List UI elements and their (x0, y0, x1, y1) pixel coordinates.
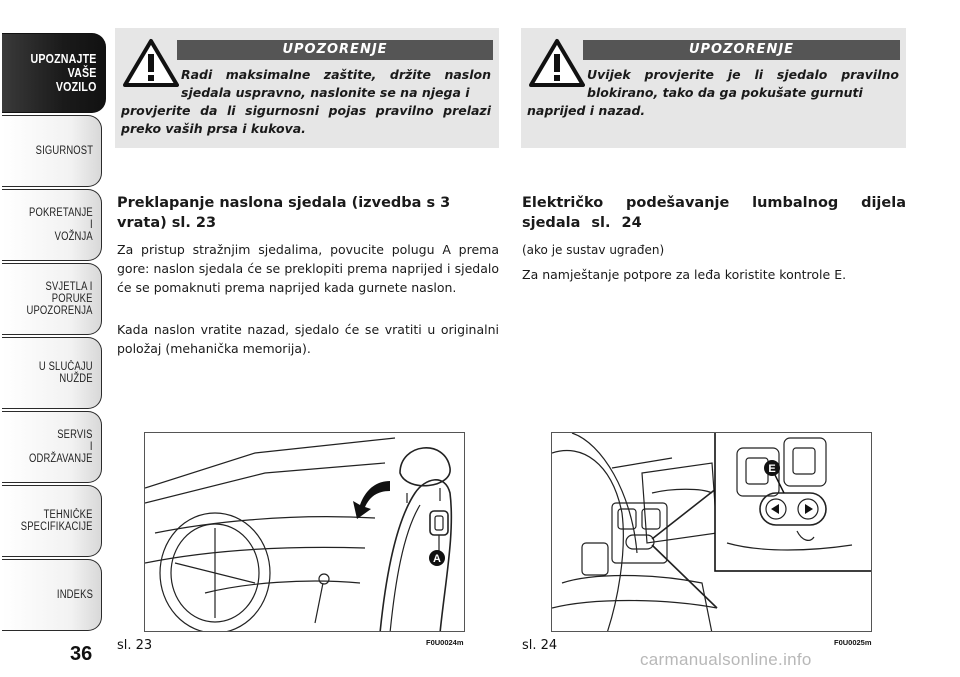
chapter-sidebar (0, 0, 104, 677)
tab-label: POKRETANJE I VOŽNJA (29, 207, 93, 243)
figure-code: F0U0025m (834, 638, 872, 647)
tab-label: TEHNIČKE SPECIFIKACIJE (21, 509, 93, 533)
lumbar-controls-illustration (552, 433, 872, 632)
warning-text-lead: Radi maksimalne zaštite, držite naslon sjedala uspravno, naslonite se na njega i (181, 67, 491, 100)
section-heading-seat-fold: Preklapanje naslona sjedala (izvedba s 3 vrata) sl. 23 (117, 195, 451, 231)
figure-code: F0U0024m (426, 638, 464, 647)
tab-label: U SLUČAJU NUŽDE (39, 361, 93, 385)
warning-text-rest: provjerite da li sigurnosni pojas pravilno prelazi preko vaših prsa i kukova. (121, 103, 491, 136)
paragraph: Za pristup stražnjim sjedalima, povucite polugu A prema gore: naslon sjedala će se preklopiti prema naprijed i sjedalo će se pomaknuti prema naprijed kada gurnete naslon. (117, 242, 499, 295)
tab-label: INDEKS (56, 589, 93, 601)
warning-text-lead: Uvijek provjerite je li sjedalo pravilno blokirano, tako da ga pokušate gurnuti (587, 67, 899, 100)
warning-title: UPOZORENJE (177, 40, 493, 60)
figure-caption: sl. 24 (522, 638, 558, 653)
page-number: 36 (70, 643, 93, 665)
paragraph: Za namještanje potpore za leđa koristite kontrole E. (522, 267, 847, 282)
warning-text (527, 66, 899, 120)
tab-label: SERVIS I ODRŽAVANJE (29, 429, 93, 465)
figure-seat-fold-lever (144, 432, 465, 632)
tab-label: SIGURNOST (35, 145, 93, 157)
warning-box-seat-posture (115, 28, 499, 148)
tab-upoznajte-vase-vozilo[interactable] (2, 33, 106, 113)
tab-servis-i-odrzavanje[interactable] (2, 411, 102, 483)
section-heading-lumbar: Električko podešavanje lumbalnog dijela sjedala sl. 24 (522, 195, 906, 231)
tab-sigurnost[interactable] (2, 115, 102, 187)
warning-text-rest: naprijed i nazad. (527, 103, 646, 118)
seat-fold-illustration (145, 433, 465, 632)
warning-title: UPOZORENJE (583, 40, 900, 60)
tab-label: UPOZNAJTE VAŠE VOZILO (30, 51, 97, 94)
tab-svjetla-i-poruke[interactable] (2, 263, 102, 335)
tab-pokretanje-i-voznja[interactable] (2, 189, 102, 261)
warning-box-seat-locked (521, 28, 906, 148)
tab-label: SVJETLA I PORUKE UPOZORENJA (26, 281, 93, 317)
marker-a-label: A (433, 553, 441, 565)
paragraph: (ako je sustav ugrađen) (522, 243, 665, 257)
figure-caption: sl. 23 (117, 638, 153, 653)
watermark: carmanualsonline.info (640, 650, 812, 669)
warning-text (121, 66, 491, 138)
marker-e-label: E (768, 463, 776, 475)
figure-lumbar-controls (551, 432, 872, 632)
tab-indeks[interactable] (2, 559, 102, 631)
tab-u-slucaju-nuzde[interactable] (2, 337, 102, 409)
tab-tehnicke-specifikacije[interactable] (2, 485, 102, 557)
paragraph: Kada naslon vratite nazad, sjedalo će se vratiti u originalni položaj (mehanička memorija). (117, 322, 499, 356)
